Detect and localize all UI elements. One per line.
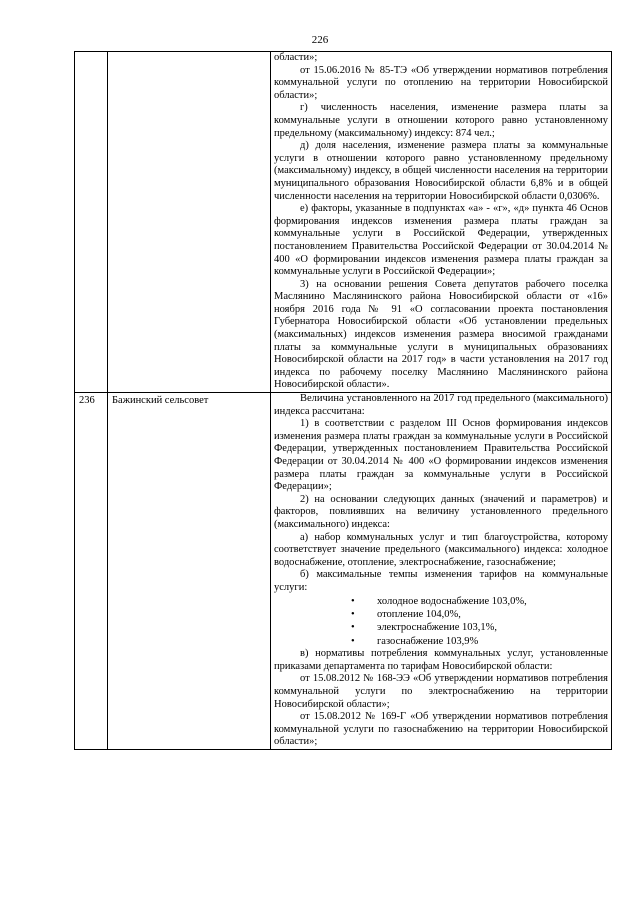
list-item: • газоснабжение 103,9% <box>351 635 479 647</box>
paragraph: от 15.08.2012 № 169-Г «Об утверждении нормативов потребления коммунальной услуги по газоснабжению на территории Новосибирской области»; <box>274 711 608 748</box>
paragraph: 3) на основании решения Совета депутатов рабочего поселка Маслянино Маслянинского района Новосибирской области от «16» ноября 2016 года № 91 «О согласовании проекта постановления Губернатора Новосибирской области «Об установлении предельных (максимальных) индексов изменения размера вносимой гражданами платы за коммунальные услуги в муниципальных образованиях Новосибирской области на 2017 год» в части установления на 2017 год индекса по рабочему поселку Маслянино Маслянинского района Новосибирской области». <box>274 278 608 391</box>
paragraph: д) доля населения, изменение размера платы за коммунальные услуги в отношении которого равно установленному предельному (максимальному) индексу, в общей численности населения на территории муниципального образования Новосибирской области 6,8% и в общей численности населения на территории Новосибирской области 0,0306%. <box>274 140 608 202</box>
paragraph: в) нормативы потребления коммунальных услуг, установленные приказами департамента по тарифам Новосибирской области: <box>274 648 608 672</box>
bullet-icon: • <box>351 622 355 634</box>
justification-text <box>271 393 612 750</box>
paragraph: от 15.08.2012 № 168-ЭЭ «Об утверждении нормативов потребления коммунальной услуги по электроснабжению на территории Новосибирской области»; <box>274 673 608 710</box>
document-table <box>74 51 612 750</box>
paragraph: 2) на основании следующих данных (значений и параметров) и факторов, повлиявших на величину установленного предельного (максимального) индекса: <box>274 493 608 530</box>
list-item: • электроснабжение 103,1%, <box>351 622 497 634</box>
paragraph: от 15.06.2016 № 85-ТЭ «Об утверждении нормативов потребления коммунальной услуги по отоплению на территории Новосибирской области»; <box>274 64 608 101</box>
paragraph: области»; <box>274 52 318 63</box>
paragraph: 1) в соответствии с разделом III Основ формирования индексов изменения размера платы граждан за коммунальные услуги в Российской Федерации, утвержденных постановлением Правительства Российской Федерации от 30.04.2014 № 400 «О формировании индексов изменения размера платы граждан за коммунальные услуги в Российской Федерации»; <box>274 418 608 493</box>
paragraph: а) набор коммунальных услуг и тип благоустройства, которому соответствует значение предельного (максимального) индекса: холодное водоснабжение, отопление, электроснабжение, газоснабжение; <box>274 531 608 568</box>
row-number: 236 <box>75 393 108 750</box>
paragraph: е) факторы, указанные в подпунктах «а» - «г», «д» пункта 46 Основ формирования индексов изменения размера платы граждан за коммунальные услуги в Российской Федерации, утвержденных постановлением Правительства Российской Федерации от 30.04.2014 № 400 «О формировании индексов изменения размера платы граждан за коммунальные услуги в Российской Федерации»; <box>274 203 608 278</box>
table-row <box>75 52 612 393</box>
list-item: • холодное водоснабжение 103,0%, <box>351 595 527 607</box>
paragraph: Величина установленного на 2017 год предельного (максимального) индекса рассчитана: <box>274 393 608 417</box>
paragraph: г) численность населения, изменение размера платы за коммунальные услуги в отношении которого равно установленному предельному (максимальному) индексу: 874 чел.; <box>274 102 608 139</box>
page-number: 226 <box>311 34 329 46</box>
municipality-name <box>108 52 271 393</box>
bullet-icon: • <box>351 635 355 647</box>
paragraph: б) максимальные темпы изменения тарифов на коммунальные услуги: <box>274 569 608 593</box>
table-row <box>75 393 612 750</box>
list-item: • отопление 104,0%, <box>351 608 461 620</box>
municipality-name: Бажинский сельсовет <box>108 393 271 750</box>
row-number <box>75 52 108 393</box>
justification-text <box>271 52 612 393</box>
bullet-icon: • <box>351 608 355 620</box>
tariff-list <box>274 595 608 649</box>
bullet-icon: • <box>351 595 355 607</box>
